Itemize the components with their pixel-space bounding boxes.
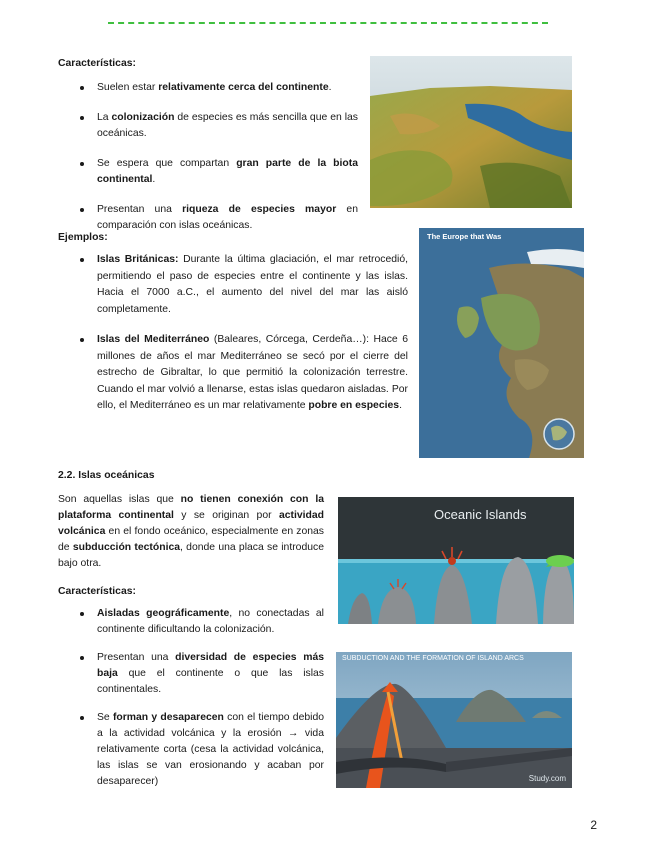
landscape-image [370, 56, 572, 208]
oceanic-diagram-title: Oceanic Islands [434, 507, 527, 522]
characteristics-heading-1: Características: [58, 58, 136, 69]
list-item: Presentan una riqueza de especies mayor en comparación con islas oceánicas. [58, 202, 358, 234]
subduction-title: SUBDUCTION AND THE FORMATION OF ISLAND ARCS [342, 655, 524, 662]
section-title-oceanic: 2.2. Islas oceánicas [58, 470, 155, 481]
list-item: Presentan una diversidad de especies más baja que el continente o que las islas continentales. [58, 650, 324, 698]
list-item: Suelen estar relativamente cerca del continente. [58, 80, 358, 96]
watermark: Study.com [528, 774, 566, 783]
list-item: La colonización de especies es más sencilla que en las oceánicas. [58, 110, 358, 142]
examples-heading: Ejemplos: [58, 232, 108, 243]
continental-bullets [58, 80, 358, 241]
examples-list [58, 252, 408, 422]
oceanic-islands-diagram [338, 497, 574, 624]
oceanic-bullets [58, 606, 324, 797]
list-item: Aisladas geográficamente, no conectadas al continente dificultando la colonización. [58, 606, 324, 638]
header-dashed-line [108, 22, 548, 24]
map-title: The Europe that Was [427, 232, 502, 241]
list-item: Se espera que compartan gran parte de la biota continental. [58, 156, 358, 188]
oceanic-intro: Son aquellas islas que no tienen conexión con la plataforma continental y se originan por actividad volcánica en el fondo oceánico, especialmente en zonas de subducción tectónica, donde una placa se introduce bajo otra. [58, 494, 324, 569]
list-item: Se forman y desaparecen con el tiempo debido a la actividad volcánica y la erosión → vida relativamente corta (cesa la actividad volcánica, las islas se van erosionando y acaban por desaparecer) [58, 710, 324, 790]
list-item: Islas del Mediterráneo (Baleares, Córcega, Cerdeña…): Hace 6 millones de años el mar Mediterráneo se secó por el cierre del estrecho de Gibraltar, lo que permitió la colonización terrestre. Cuando el mar volvió a llenarse, estas islas quedaron aisladas. Por ello, el Mediterráneo es un mar relativamente pobre en especies. [58, 332, 408, 415]
list-item: Islas Británicas: Durante la última glaciación, el mar retrocedió, permitiendo el paso de especies entre el continente y las islas. Hacia el 7000 a.C., el aumento del nivel del mar las aisló completamente. [58, 252, 408, 318]
page-number: 2 [590, 818, 597, 832]
europe-map-image [419, 228, 584, 458]
characteristics-heading-2: Características: [58, 586, 136, 597]
subduction-image [336, 652, 572, 788]
